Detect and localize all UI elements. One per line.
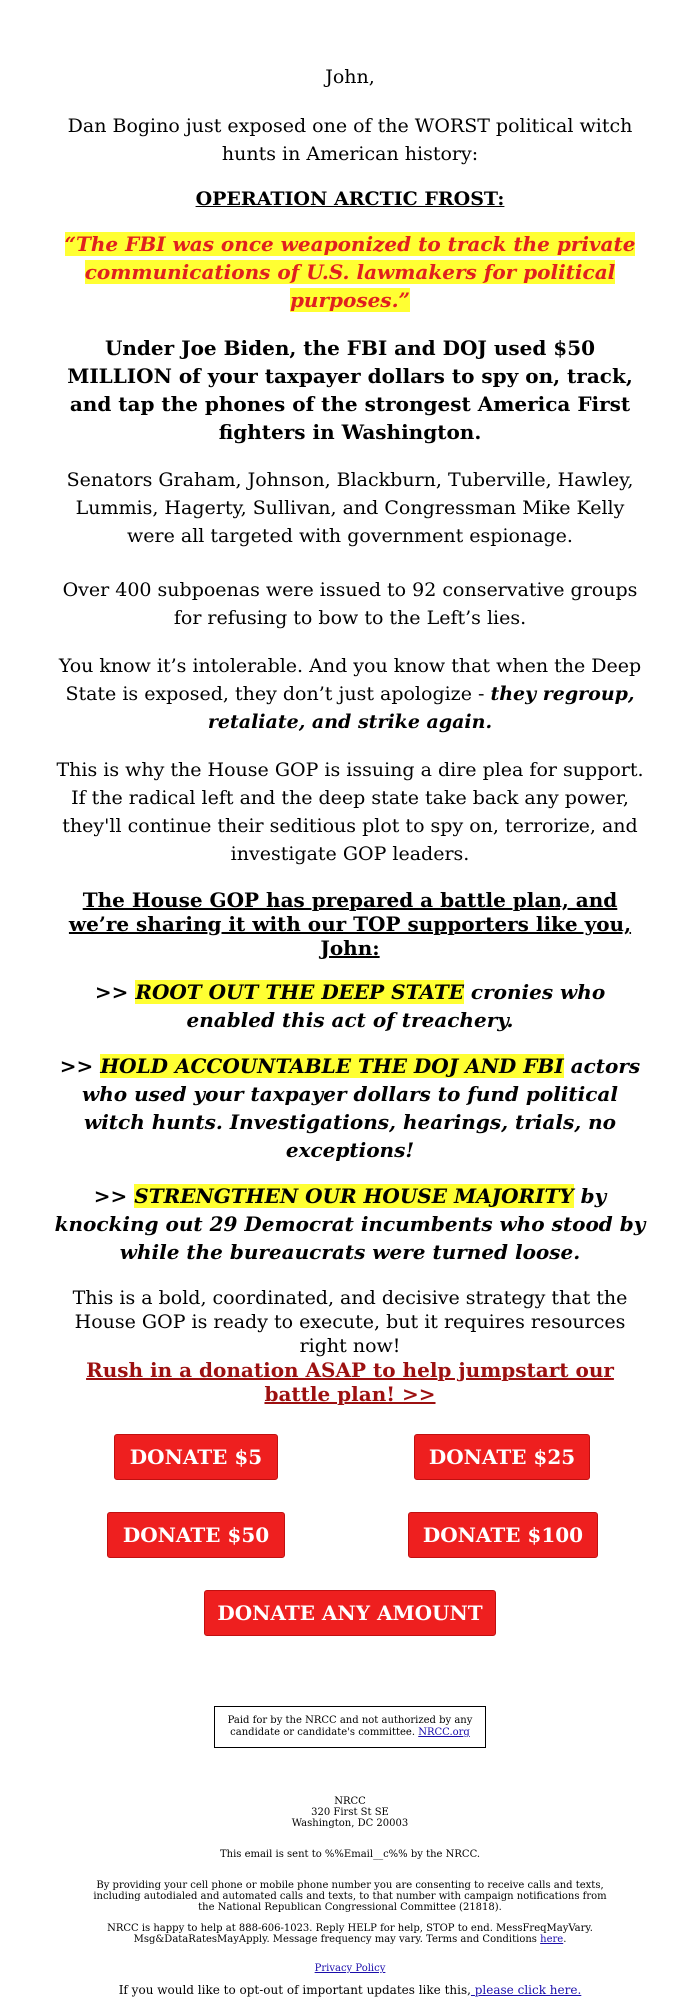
- opt-out-text: If you would like to opt-out of important updates like this,: [118, 1983, 471, 1997]
- privacy-container: [50, 1963, 650, 1974]
- address-block: [50, 1796, 650, 1829]
- donate-50-button[interactable]: DONATE $50: [107, 1512, 285, 1558]
- donate-100-button[interactable]: DONATE $100: [408, 1512, 598, 1558]
- plan-bullet-accountable: [50, 1052, 650, 1164]
- nrcc-link[interactable]: NRCC.org: [418, 1727, 470, 1738]
- greeting: John,: [325, 66, 375, 88]
- senators-paragraph: Senators Graham, Johnson, Blackburn, Tuberville, Hawley, Lummis, Hagerty, Sullivan, and Congressman Mike Kelly were all targeted with government espionage.: [66, 469, 634, 547]
- opt-out-link[interactable]: please click here.: [470, 1983, 582, 1997]
- donate-any-button[interactable]: DONATE ANY AMOUNT: [204, 1590, 496, 1636]
- battle-plan-heading: The House GOP has prepared a battle plan, and we’re sharing it with our TOP supporters like you, John:: [68, 888, 632, 960]
- fbi-quote: [50, 230, 650, 314]
- address-line-2: Washington, DC 20003: [291, 1818, 409, 1829]
- plan-bullet-majority: [50, 1182, 650, 1266]
- paid-for-disclaimer: [214, 1706, 486, 1748]
- bullet-text: by knocking out 29 Democrat incumbents who stood by while the bureaucrats were turned loose.: [54, 1184, 646, 1264]
- bullet-highlight: STRENGTHEN OUR HOUSE MAJORITY: [134, 1184, 574, 1208]
- org-name: NRCC: [334, 1796, 366, 1807]
- privacy-policy-link[interactable]: Privacy Policy: [314, 1963, 386, 1974]
- paid-for-text: Paid for by the NRCC and not authorized by any candidate or candidate's committee.: [227, 1715, 473, 1738]
- bullet-text: actors who used your taxpayer dollars to fund political witch hunts. Investigations, hearings, trials, no exceptions!: [82, 1054, 641, 1162]
- strategy-paragraph: This is a bold, coordinated, and decisive strategy that the House GOP is ready to execute, but it requires resources right now!: [72, 1287, 628, 1357]
- donate-row-3: [50, 1590, 650, 1636]
- biden-paragraph: Under Joe Biden, the FBI and DOJ used $50 MILLION of your taxpayer dollars to spy on, track, and tap the phones of the strongest America First fighters in Washington.: [67, 336, 633, 444]
- donate-cta-link[interactable]: Rush in a donation ASAP to help jumpstart our battle plan! >>: [86, 1358, 614, 1406]
- intolerable-text: You know it’s intolerable. And you know that when the Deep State is exposed, they don’t just apologize -: [58, 655, 642, 705]
- donate-row-1: [50, 1434, 650, 1480]
- bullet-arrow: >>: [93, 1184, 128, 1208]
- bullet-text: cronies who enabled this act of treachery.: [186, 980, 606, 1032]
- address-line-1: 320 First St SE: [311, 1807, 389, 1818]
- bullet-arrow: >>: [94, 980, 129, 1004]
- cta-container: [50, 1358, 650, 1406]
- opt-out-notice: [50, 1982, 650, 1998]
- donate-25-button[interactable]: DONATE $25: [414, 1434, 590, 1480]
- fbi-quote-text: “The FBI was once weaponized to track the private communications of U.S. lawmakers for political purposes.”: [64, 232, 636, 312]
- sms-consent: By providing your cell phone or mobile phone number you are consenting to receive calls and texts, including autodialed and automated calls and texts, to that number with campaign notifications from the National Republican Congressional Committee (21818).: [93, 1880, 607, 1913]
- donate-row-2: [50, 1512, 650, 1558]
- lede-paragraph: Dan Bogino just exposed one of the WORST political witch hunts in American history:: [67, 115, 633, 165]
- bullet-highlight: HOLD ACCOUNTABLE THE DOJ AND FBI: [100, 1054, 564, 1078]
- intolerable-emphasis: they regroup, retaliate, and strike again.: [207, 683, 635, 733]
- help-text: NRCC is happy to help at 888-606-1023. Reply HELP for help, STOP to end. MessFreqMayVary. Msg&DataRatesMayApply. Message frequency may vary. Terms and Conditions: [107, 1923, 593, 1945]
- help-notice: NRCC is happy to help at 888-606-1023. Reply HELP for help, STOP to end. MessFreqMayVary. Msg&DataRatesMayApply. Message frequency may vary. Terms and Conditions here.: [107, 1923, 593, 1945]
- plea-paragraph: This is why the House GOP is issuing a dire plea for support. If the radical left and the deep state take back any power, they'll continue their seditious plot to spy on, terrorize, and investigate GOP leaders.: [56, 759, 644, 865]
- bullet-highlight: ROOT OUT THE DEEP STATE: [135, 980, 464, 1004]
- operation-heading: OPERATION ARCTIC FROST:: [195, 188, 505, 210]
- subpoena-paragraph: Over 400 subpoenas were issued to 92 conservative groups for refusing to bow to the Left’s lies.: [62, 579, 638, 629]
- intolerable-paragraph: [50, 652, 650, 736]
- bullet-arrow: >>: [59, 1054, 94, 1078]
- plan-bullet-deep-state: [50, 978, 650, 1034]
- sent-to-notice: This email is sent to %%Email__c%% by the NRCC.: [219, 1849, 481, 1860]
- email-body: [50, 0, 650, 1998]
- donate-5-button[interactable]: DONATE $5: [114, 1434, 278, 1480]
- terms-link[interactable]: here: [540, 1934, 564, 1945]
